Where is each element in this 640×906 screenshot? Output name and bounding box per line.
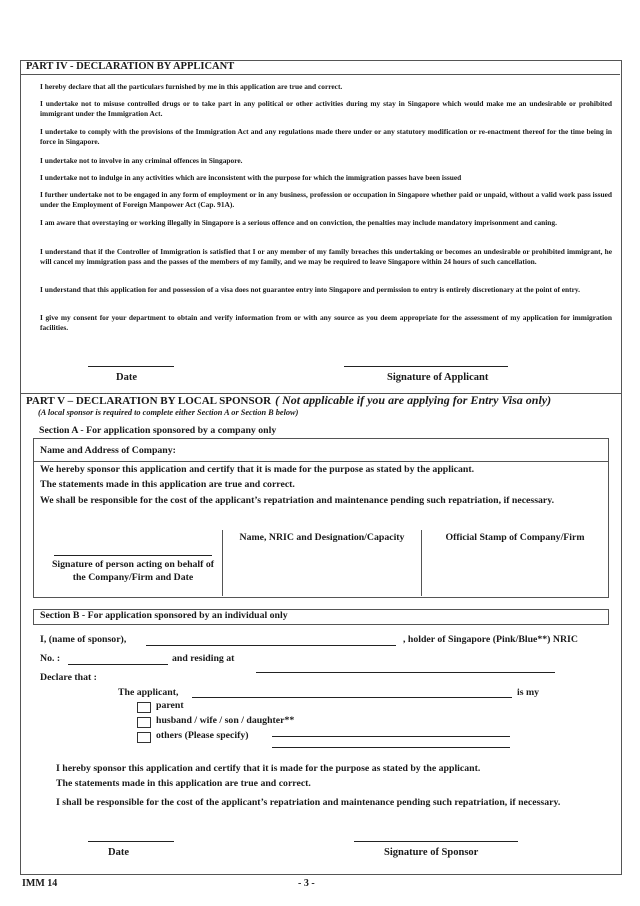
declaration-4: I undertake not to involve in any criminal offences in Singapore. xyxy=(40,156,243,165)
others-specify-field-2[interactable] xyxy=(272,747,510,748)
company-signature-label: Signature of person acting on behalf of the Company/Firm and Date xyxy=(51,559,215,583)
applicant-name-label: The applicant, xyxy=(118,687,179,698)
sponsor-signature-line[interactable] xyxy=(354,841,518,842)
section-a-col-divider-1 xyxy=(222,530,223,596)
section-a-line-1: We hereby sponsor this application and certify that it is made for the purpose as stated by the applicant. xyxy=(40,464,475,475)
part5-title: PART V – DECLARATION BY LOCAL SPONSOR xyxy=(26,395,272,407)
part4-header xyxy=(20,60,620,75)
section-a-line-3: We shall be responsible for the cost of the applicant’s repatriation and maintenance pending such repatriation, if necessary. xyxy=(40,495,555,506)
declaration-3: I undertake to comply with the provisions of the Immigration Act and any regulations made there under or any statutory modification or re-enactment thereof for the time being in force in Singapore. xyxy=(40,127,612,146)
section-a-col-divider-2 xyxy=(421,530,422,596)
applicant-signature-line[interactable] xyxy=(344,366,508,367)
sponsor-nric-holder-text: , holder of Singapore (Pink/Blue**) NRIC xyxy=(403,634,578,645)
nric-no-field[interactable] xyxy=(68,664,168,665)
residing-label: and residing at xyxy=(172,653,235,664)
declaration-7: I am aware that overstaying or working illegally in Singapore is a serious offence and on conviction, the penalties may include mandatory imprisonment and caning. xyxy=(40,218,557,227)
declaration-6: I further undertake not to be engaged in any form of employment or in any business, profession or occupation in Singapore whether paid or unpaid, without a valid work pass issued under the Employment of Foreign Manpower Act (Cap. 91A). xyxy=(40,190,612,209)
spouse-child-option-label: husband / wife / son / daughter** xyxy=(156,715,295,726)
page-number: - 3 - xyxy=(298,878,315,889)
part5-subnote: (A local sponsor is required to complete either Section A or Section B below) xyxy=(38,408,299,417)
company-name-address-label: Name and Address of Company: xyxy=(40,445,176,456)
form-code: IMM 14 xyxy=(22,878,58,889)
sponsor-name-field[interactable] xyxy=(146,645,396,646)
address-field[interactable] xyxy=(256,672,555,673)
applicant-date-label: Date xyxy=(116,372,137,383)
declaration-8: I understand that if the Controller of Immigration is satisfied that I or any member of my family breaches this undertaking or becomes an undesirable or prohibited immigrant, he will cancel my immigration pass and the passes of the members of my family, and we may be required to leave Singapore within 24 hours of such cancellation. xyxy=(40,247,612,266)
company-signature-line[interactable] xyxy=(54,555,212,556)
nric-no-label: No. : xyxy=(40,653,61,664)
declaration-9: I understand that this application for and possession of a visa does not guarantee entry into Singapore and permission to entry is entirely discretionary at the point of entry. xyxy=(40,285,581,294)
declaration-2: I undertake not to misuse controlled drugs or to take part in any political or other activities during my stay in Singapore which would make me an undesirable or prohibited immigrant under the Immigration Act. xyxy=(40,99,612,118)
part4-title: PART IV - DECLARATION BY APPLICANT xyxy=(26,61,235,72)
is-my-label: is my xyxy=(517,687,540,698)
declaration-5: I undertake not to indulge in any activities which are inconsistent with the purpose for which the immigration passes have been issued xyxy=(40,173,462,182)
declare-that-label: Declare that : xyxy=(40,672,97,683)
section-a-divider xyxy=(33,461,608,462)
applicant-signature-label: Signature of Applicant xyxy=(387,372,489,383)
section-b-title: Section B - For application sponsored by an individual only xyxy=(40,610,288,621)
sponsor-name-prefix: I, (name of sponsor), xyxy=(40,634,127,645)
declaration-1: I hereby declare that all the particulars furnished by me in this application are true and correct. xyxy=(40,82,343,91)
others-checkbox[interactable] xyxy=(137,732,151,743)
section-a-title: Section A - For application sponsored by a company only xyxy=(39,425,277,436)
official-stamp-label: Official Stamp of Company/Firm xyxy=(445,532,585,543)
others-specify-field-1[interactable] xyxy=(272,736,510,737)
section-a-line-2: The statements made in this application are true and correct. xyxy=(40,479,295,490)
sponsor-date-line[interactable] xyxy=(88,841,174,842)
sponsor-date-label: Date xyxy=(108,847,129,858)
part5-heading xyxy=(26,391,551,409)
sponsor-signature-label: Signature of Sponsor xyxy=(384,847,479,858)
parent-checkbox[interactable] xyxy=(137,702,151,713)
section-b-line-2: The statements made in this application are true and correct. xyxy=(56,778,311,789)
others-option-label: others (Please specify) xyxy=(156,730,249,741)
spouse-child-checkbox[interactable] xyxy=(137,717,151,728)
section-b-line-1: I hereby sponsor this application and certify that it is made for the purpose as stated by the applicant. xyxy=(56,763,481,774)
parent-option-label: parent xyxy=(156,700,184,711)
applicant-name-field[interactable] xyxy=(192,697,512,698)
applicant-date-line[interactable] xyxy=(88,366,174,367)
declaration-10: I give my consent for your department to obtain and verify information from or with any source as you deem appropriate for the assessment of my application for immigration facilities. xyxy=(40,313,612,332)
nric-designation-label: Name, NRIC and Designation/Capacity xyxy=(239,532,405,543)
part5-title-note: ( Not applicable if you are applying for Entry Visa only) xyxy=(275,393,552,407)
section-b-line-3: I shall be responsible for the cost of the applicant’s repatriation and maintenance pending such repatriation, if necessary. xyxy=(56,797,561,808)
